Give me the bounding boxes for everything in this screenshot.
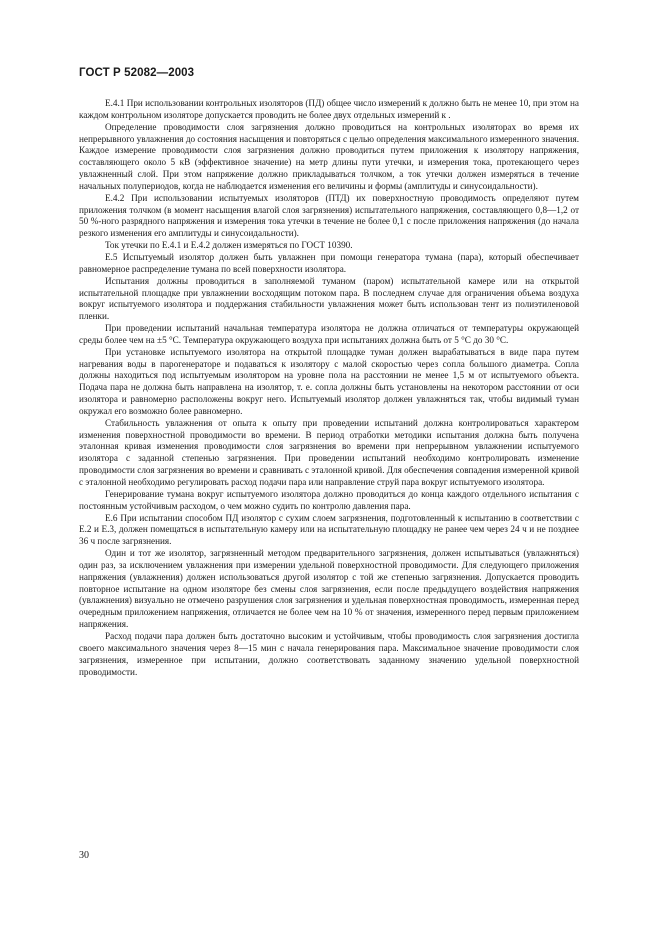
paragraph-temperature: При проведении испытаний начальная температура изолятора не должна отличаться от температуры окружающей среды более чем на ±5 °С. Температура окружающего воздуха при испытаниях должна быть от 5 °С до 30 °С. xyxy=(79,323,579,345)
paragraph-e5: Е.5 Испытуемый изолятор должен быть увлажнен при помощи генератора тумана (пара), который обеспечивает равномерное распределение тумана по всей поверхности изолятора. xyxy=(79,251,579,274)
paragraph-fog-generation: Генерирование тумана вокруг испытуемого изолятора должно проводиться до конца каждого отдельного испытания с постоянным устойчивым расходом, о чем можно судить по контролю давления пара. xyxy=(79,488,579,511)
paragraph-e42: Е.4.2 При использовании испытуемых изоляторов (ПТД) их поверхностную проводимость определяют путем приложения толчком (в момент насыщения влагой слоя загрязнения) испытательного напряжения, составляющего 0,8—1,2 от 50 %-ного разрядного напряжения и измерения тока утечки в течение не более 0,1 с после приложения напряжения (до начала резкого изменения его амплитуды и синусоидальности). xyxy=(79,192,579,239)
paragraph-wetting-stability: Стабильность увлажнения от опыта к опыту при проведении испытаний должна контролироваться характером изменения поверхностной проводимости во времени. В период отработки методики испытания должна быть получена эталонная кривая изменения проводимости слоя загрязнения во времени при непрерывном увлажнении испытуемого изолятора с заданной степенью загрязнения. При проведении испытаний необходимо контролировать изменение проводимости слоя загрязнения во времени и сравнивать с эталонной кривой. Для обеспечения совпадения измеренной кривой с эталонной необходимо регулировать расход подачи пара или направление струй пара вокруг испытуемого изолятора. xyxy=(79,417,580,487)
paragraph-leakage-current: Ток утечки по Е.4.1 и Е.4.2 должен измеряться по ГОСТ 10390. xyxy=(105,240,353,251)
standard-code-header: ГОСТ Р 52082—2003 xyxy=(79,67,195,79)
paragraph-open-site-steam: При установке испытуемого изолятора на открытой площадке туман должен вырабатываться в виде пара путем нагревания воды в парогенераторе и подаваться к изолятору с малой скоростью через сопла большого диаметра. Сопла должны находиться под испытуемым изолятором на уровне пола на расстоянии не менее 1,5 м от испытуемого объекта. Подача пара не должна быть направлена на изолятор, т. е. сопла должны быть установлены на некотором расстоянии от оси изолятора и равномерно расположены вокруг него. Испытуемый изолятор должен увлажняться так, чтобы видимый туман окружал его возможно более равномерно. xyxy=(79,346,579,416)
paragraph-conductivity-measurement: Определение проводимости слоя загрязнения должно проводиться на контрольных изоляторах во время их непрерывного увлажнения до состояния насыщения и повторяться с целью определения максимального измеренного значения. Каждое измерение проводимости слоя загрязнения должно проводиться путем приложения к изолятору напряжения, составляющего около 5 кВ (эффективное значение) на метр длины пути утечки, и измерения тока, протекающего через увлажненный слой. При этом напряжение должно прикладываться толчком, а ток утечки должен измеряться в течение начальных полупериодов, когда не наблюдается изменения его величины и формы (амплитуды и синусоидальности). xyxy=(79,121,579,191)
paragraph-test-chamber: Испытания должны проводиться в заполняемой туманом (паром) испытательной камере или на открытой испытательной площадке при увлажнении восходящим потоком пара. В последнем случае для ограничения объема воздуха вокруг испытуемого изолятора и поддержания стабильности увлажнения может быть использован тент из полиэтиленовой пленки. xyxy=(79,275,579,322)
paragraph-e6: Е.6 При испытании способом ПД изолятор с сухим слоем загрязнения, подготовленный к испытанию в соответствии с Е.2 и Е.3, должен помещаться в испытательную камеру или на испытательную площадку не ранее чем через 24 ч и не позднее 36 ч после загрязнения. xyxy=(79,512,579,547)
paragraph-e41: Е.4.1 При использовании контрольных изоляторов (ПД) общее число измерений к должно быть не менее 10, при этом на каждом контрольном изоляторе допускается проводить не более двух отдельных измерений к . xyxy=(79,98,579,120)
paragraph-single-insulator: Один и тот же изолятор, загрязненный методом предварительного загрязнения, должен испытываться (увлажняться) один раз, за исключением увлажнения при измерении удельной поверхностной проводимости. Для следующего приложения напряжения (увлажнения) должен использоваться другой изолятор с той же степенью загрязнения. Допускается проводить повторное испытание на одном изоляторе без смены слоя загрязнения, если после предыдущего воздействия напряжения (увлажнения) визуально не отмечено разрушения слоя загрязнения и удельная поверхностная проводимость, измеренная перед очередным приложением напряжения, отличается не более чем на 10 % от значения, измеренного перед первым приложением напряжения. xyxy=(79,548,579,630)
paragraph-steam-flow: Расход подачи пара должен быть достаточно высоким и устойчивым, чтобы проводимость слоя загрязнения достигла своего максимального значения через 8—15 мин с начала генерирования пара. Максимальное значение проводимости слоя загрязнения, измеренное при испытании, должно соответствовать заданному значению удельной поверхностной проводимости. xyxy=(79,630,579,677)
document-body xyxy=(79,98,579,678)
page-number: 30 xyxy=(79,850,89,861)
